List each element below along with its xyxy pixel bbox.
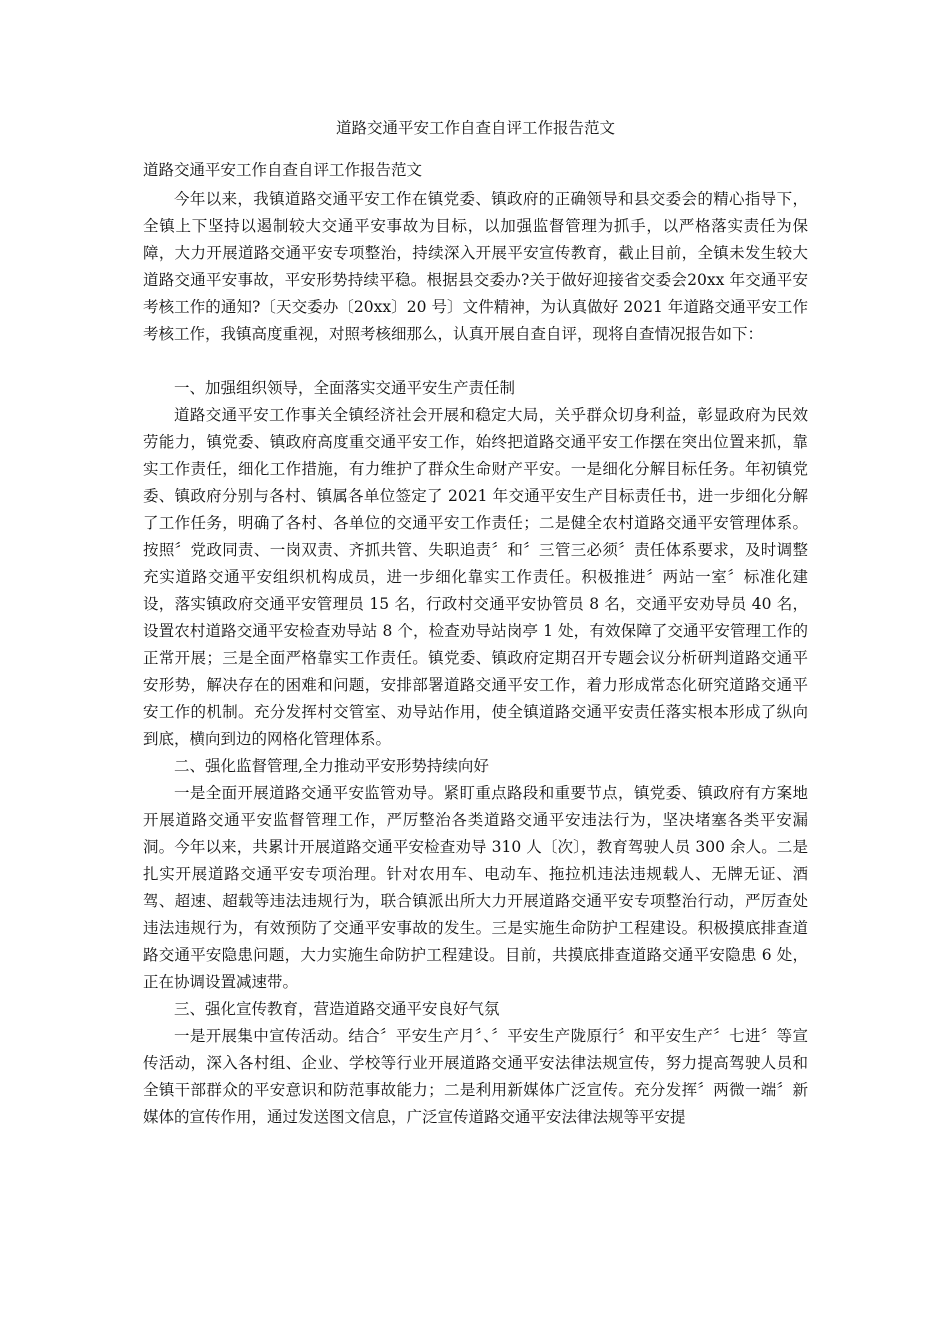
section-2-heading: 二、强化监督管理,全力推动平安形势持续向好 (174, 757, 489, 775)
section-3-paragraph: 一是开展集中宣传活动。结合〞平安生产月〞、〞平安生产陇原行〞和平安生产〞七进〞等宣传活动，深入各村组、企业、学校等行业开展道路交通平安法律法规宣传，努力提高驾驶人员和全镇干部群众的平安意识和防范事故能力；二是利用新媒体广泛宣传。充分发挥〞两微一端〞新媒体的宣传作用，通过发送图文信息，广泛宣传道路交通平安法律法规等平安提 (143, 1027, 808, 1126)
section-1-paragraph: 道路交通平安工作事关全镇经济社会开展和稳定大局，关乎群众切身利益，彰显政府为民效劳能力，镇党委、镇政府高度重交通平安工作，始终把道路交通平安工作摆在突出位置来抓，靠实工作责任，细化工作措施，有力维护了群众生命财产平安。一是细化分解目标任务。年初镇党委、镇政府分别与各村、镇属各单位签定了 2021 年交通平安生产目标责任书，进一步细化分解了工作任务，明确了各村、各单位的交通平安工作责任；二是健全农村道路交通平安管理体系。按照〞党政同责、一岗双责、齐抓共管、失职追责〞和〞三管三必须〞责任体系要求，及时调整充实道路交通平安组织机构成员，进一步细化靠实工作责任。积极推进〞两站一室〞标准化建设，落实镇政府交通平安管理员 15 名，行政村交通平安协管员 8 名，交通平安劝导员 40 名，设置农村道路交通平安检查劝导站 8 个，检查劝导站岗亭 1 处，有效保障了交通平安管理工作的正常开展；三是全面严格靠实工作责任。镇党委、镇政府定期召开专题会议分析研判道路交通平安形势，解决存在的困难和问题，安排部署道路交通平安工作，着力形成常态化研究道路交通平安工作的机制。充分发挥村交管室、劝导站作用，使全镇道路交通平安责任落实根本形成了纵向到底，横向到边的网格化管理体系。 (143, 406, 808, 748)
section-2-paragraph: 一是全面开展道路交通平安监管劝导。紧盯重点路段和重要节点，镇党委、镇政府有方案地开展道路交通平安监督管理工作，严厉整治各类道路交通平安违法行为，坚决堵塞各类平安漏洞。今年以来，共累计开展道路交通平安检查劝导 310 人〔次〕，教育驾驶人员 300 余人。二是扎实开展道路交通平安专项治理。针对农用车、电动车、拖拉机违法违规载人、无牌无证、酒驾、超速、超载等违法违规行为，联合镇派出所大力开展道路交通平安专项整治行动，严厉查处违法违规行为，有效预防了交通平安事故的发生。三是实施生命防护工程建设。积极摸底排查道路交通平安隐患问题，大力实施生命防护工程建设。目前，共摸底排查道路交通平安隐患 6 处，正在协调设置减速带。 (143, 784, 808, 991)
intro-paragraph: 今年以来，我镇道路交通平安工作在镇党委、镇政府的正确领导和县交委会的精心指导下，全镇上下坚持以遏制较大交通平安事故为目标，以加强监督管理为抓手，以严格落实责任为保障，大力开展道路交通平安专项整治，持续深入开展平安宣传教育，截止目前，全镇未发生较大道路交通平安事故，平安形势持续平稳。根据县交委办?关于做好迎接省交委会20xx 年交通平安考核工作的通知?〔天交委办〔20xx〕20 号〕文件精神，为认真做好 2021 年道路交通平安工作考核工作，我镇高度重视，对照考核细那么，认真开展自查自评，现将自查情况报告如下： (143, 190, 808, 343)
document-title: 道路交通平安工作自查自评工作报告范文 (335, 119, 615, 137)
blank-line (143, 348, 808, 375)
section-3-heading: 三、强化宣传教育，营造道路交通平安良好气氛 (174, 1000, 500, 1018)
section-1-heading: 一、加强组织领导，全面落实交通平安生产责任制 (174, 379, 516, 397)
document-body (143, 186, 808, 1131)
document-subtitle: 道路交通平安工作自查自评工作报告范文 (143, 161, 423, 179)
